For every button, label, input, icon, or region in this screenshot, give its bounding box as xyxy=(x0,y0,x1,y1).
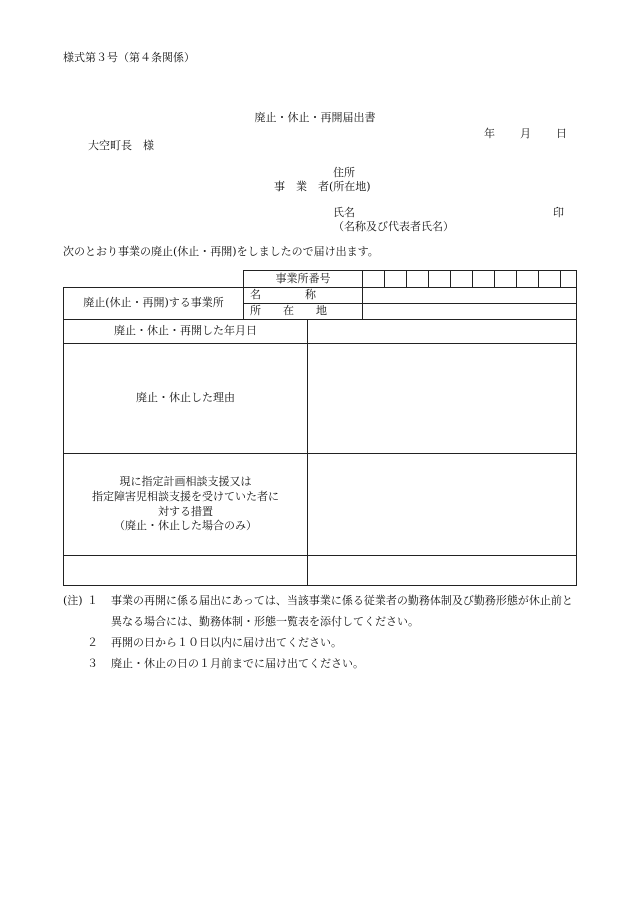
note-item xyxy=(63,590,578,632)
note-number: １ xyxy=(87,594,98,607)
name-sub-label: （名称及び代表者氏名） xyxy=(333,220,454,233)
empty-top-left xyxy=(64,271,244,288)
date-day: 日 xyxy=(556,127,567,140)
office-number-label: 事業所番号 xyxy=(244,271,363,288)
note-text: 事業の再開に係る届出にあっては、当該事業に係る従業者の勤務体制及び勤務形態が休止前と異なる場合には、勤務体制・形態一覧表を添付してください。 xyxy=(111,594,573,628)
measures-line: （廃止・休止した場合のみ） xyxy=(114,519,257,533)
office-number-digit[interactable] xyxy=(561,271,577,288)
office-number-digit[interactable] xyxy=(385,271,407,288)
intro-text: 次のとおり事業の廃止(休止・再開)をしましたので届け出ます。 xyxy=(63,245,379,258)
note-text: 廃止・休止の日の１月前までに届け出てください。 xyxy=(111,657,364,670)
office-number-digit[interactable] xyxy=(539,271,561,288)
note-number: ３ xyxy=(87,657,98,670)
seal-mark: 印 xyxy=(553,206,564,219)
office-name-label: 名 称 xyxy=(244,288,363,304)
form-number: 様式第３号（第４条関係） xyxy=(63,51,195,64)
office-number-digit[interactable] xyxy=(429,271,451,288)
notification-table xyxy=(63,270,577,586)
note-mark-spacer xyxy=(63,653,87,674)
date-year: 年 xyxy=(484,127,495,140)
office-number-digit[interactable] xyxy=(407,271,429,288)
office-location-label: 所 在 地 xyxy=(244,304,363,320)
office-number-digit[interactable] xyxy=(363,271,385,288)
address-label: 住所 xyxy=(333,166,355,179)
office-number-digit[interactable] xyxy=(495,271,517,288)
notes-section xyxy=(63,590,578,674)
extra-row-left[interactable] xyxy=(64,556,308,586)
addressee: 大空町長 様 xyxy=(88,139,154,152)
office-number-digit[interactable] xyxy=(473,271,495,288)
note-item xyxy=(63,632,578,653)
office-section-label: 廃止(休止・再開)する事業所 xyxy=(64,288,244,320)
date-row-field[interactable] xyxy=(308,320,577,344)
note-item xyxy=(63,653,578,674)
document-title: 廃止・休止・再開届出書 xyxy=(254,111,376,124)
name-label: 氏名 xyxy=(333,206,355,219)
extra-row-right[interactable] xyxy=(308,556,577,586)
reason-label: 廃止・休止した理由 xyxy=(64,344,308,454)
office-number-digit[interactable] xyxy=(517,271,539,288)
measures-line: 指定障害児相談支援を受けていた者に xyxy=(92,489,279,503)
measures-line: 現に指定計画相談支援又は xyxy=(119,474,252,488)
measures-label xyxy=(64,454,308,556)
note-number: ２ xyxy=(87,636,98,649)
measures-line: 対する措置 xyxy=(158,504,213,518)
business-label: 事 業 者(所在地) xyxy=(274,180,371,193)
note-mark: (注) xyxy=(63,594,83,607)
note-text: 再開の日から１０日以内に届け出てください。 xyxy=(111,636,342,649)
note-mark-spacer xyxy=(63,632,87,653)
measures-field[interactable] xyxy=(308,454,577,556)
office-number-digit[interactable] xyxy=(451,271,473,288)
reason-field[interactable] xyxy=(308,344,577,454)
office-location-field[interactable] xyxy=(363,304,577,320)
office-name-field[interactable] xyxy=(363,288,577,304)
date-row-label: 廃止・休止・再開した年月日 xyxy=(64,320,308,344)
date-month: 月 xyxy=(520,127,531,140)
